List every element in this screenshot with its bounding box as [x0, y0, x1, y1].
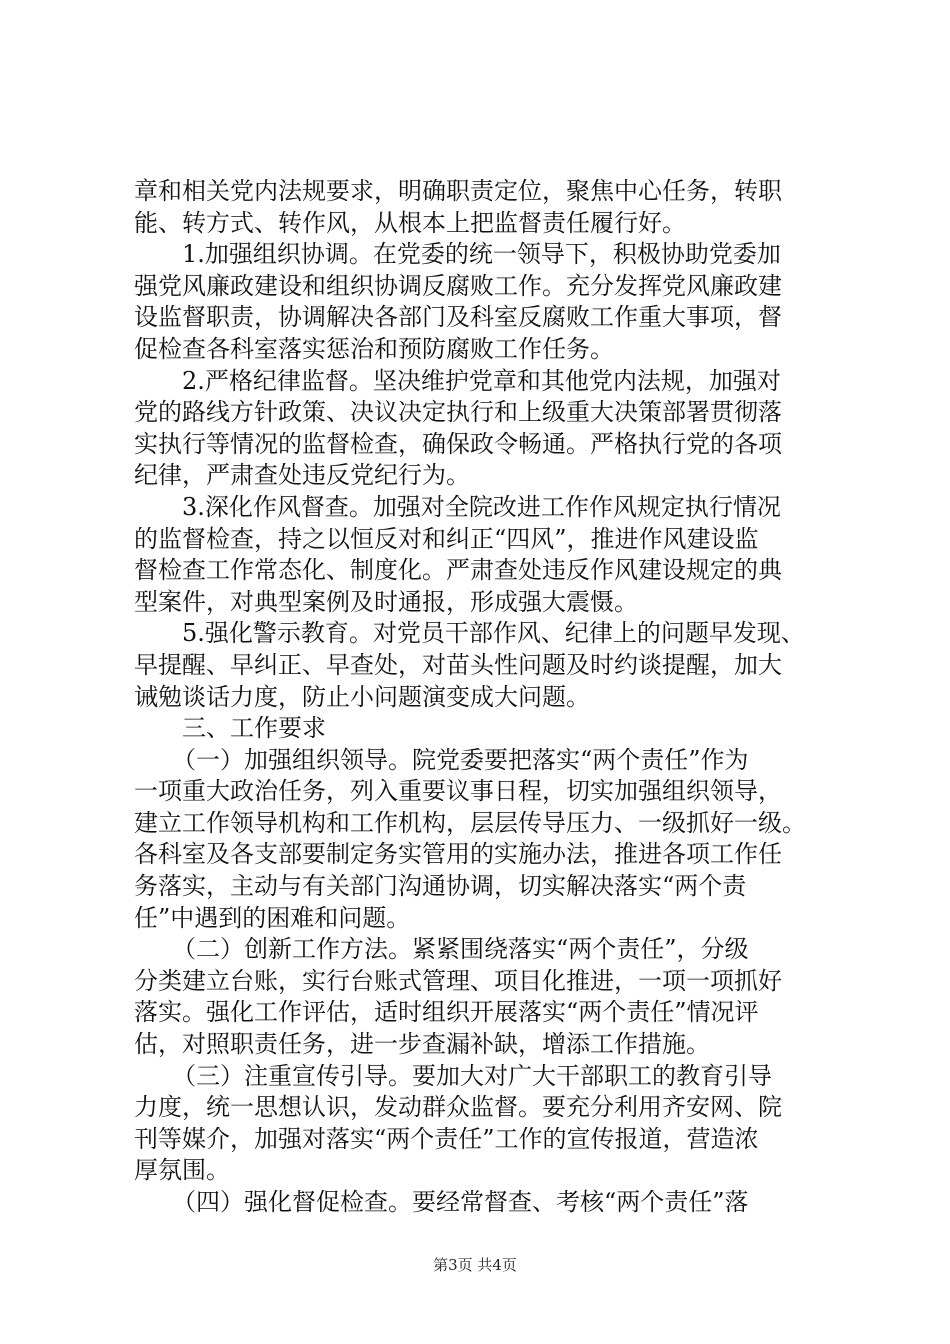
- text-line: 一项重大政治任务，列入重要议事日程，切实加强组织领导，: [134, 777, 782, 806]
- text-line: 务落实，主动与有关部门沟通协调，切实解决落实“两个责: [134, 872, 747, 901]
- text-line: 促检查各科室落实惩治和预防腐败工作任务。: [134, 334, 614, 363]
- text-line: 估，对照职责任务，进一步查漏补缺，增添工作措施。: [134, 1030, 710, 1059]
- text-line: 力度，统一思想认识，发动群众监督。要充分利用齐安网、院: [134, 1093, 782, 1122]
- text-line: 能、转方式、转作风，从根本上把监督责任履行好。: [134, 208, 686, 237]
- text-line: 纪律，严肃查处违反党纪行为。: [134, 461, 470, 490]
- text-line: 设监督职责，协调解决各部门及科室反腐败工作重大事项，督: [134, 303, 782, 332]
- text-line: 落实。强化工作评估，适时组织开展落实“两个责任”情况评: [134, 998, 759, 1027]
- text-line: 实执行等情况的监督检查，确保政令畅通。严格执行党的各项: [134, 429, 782, 458]
- text-line: 强党风廉政建设和组织协调反腐败工作。充分发挥党风廉政建: [134, 271, 782, 300]
- text-line: 早提醒、早纠正、早查处，对苗头性问题及时约谈提醒，加大: [134, 650, 782, 679]
- text-line: 1.加强组织协调。在党委的统一领导下，积极协助党委加: [182, 240, 781, 269]
- text-line: 章和相关党内法规要求，明确职责定位，聚焦中心任务，转职: [134, 177, 782, 205]
- text-line: 三、工作要求: [182, 714, 326, 743]
- text-line: 各科室及各支部要制定务实管用的实施办法，推进各项工作任: [134, 840, 782, 869]
- text-line: 诫勉谈话力度，防止小问题演变成大问题。: [134, 682, 590, 711]
- text-line: 任”中遇到的困难和问题。: [134, 903, 411, 932]
- text-line: （一）加强组织领导。院党委要把落实“两个责任”作为: [172, 745, 749, 774]
- text-line: 的监督检查，持之以恒反对和纠正“四风”，推进作风建设监: [134, 524, 759, 553]
- text-line: 党的路线方针政策、决议决定执行和上级重大决策部署贯彻落: [134, 398, 782, 427]
- document-body: [134, 176, 830, 1219]
- text-line: 5.强化警示教育。对党员干部作风、纪律上的问题早发现、: [182, 619, 805, 648]
- text-line: 督检查工作常态化、制度化。严肃查处违反作风建设规定的典: [134, 556, 782, 585]
- text-line: （三）注重宣传引导。要加大对广大干部职工的教育引导: [172, 1061, 772, 1090]
- text-line: （二）创新工作方法。紧紧围绕落实“两个责任”，分级: [172, 935, 749, 964]
- text-line: （四）强化督促检查。要经常督查、考核“两个责任”落: [172, 1188, 749, 1216]
- text-line: 3.深化作风督查。加强对全院改进工作作风规定执行情况: [182, 492, 781, 521]
- text-line: 分类建立台账，实行台账式管理、项目化推进，一项一项抓好: [134, 966, 782, 995]
- text-line: 型案件，对典型案例及时通报，形成强大震慑。: [134, 587, 638, 616]
- text-line: 建立工作领导机构和工作机构，层层传导压力、一级抓好一级。: [134, 808, 806, 837]
- text-line: 刊等媒介，加强对落实“两个责任”工作的宣传报道，营造浓: [134, 1124, 759, 1153]
- text-line: 厚氛围。: [134, 1156, 230, 1185]
- page-number-footer: 第3页 共4页: [433, 1256, 517, 1274]
- text-line: 2.严格纪律监督。坚决维护党章和其他党内法规，加强对: [182, 366, 781, 395]
